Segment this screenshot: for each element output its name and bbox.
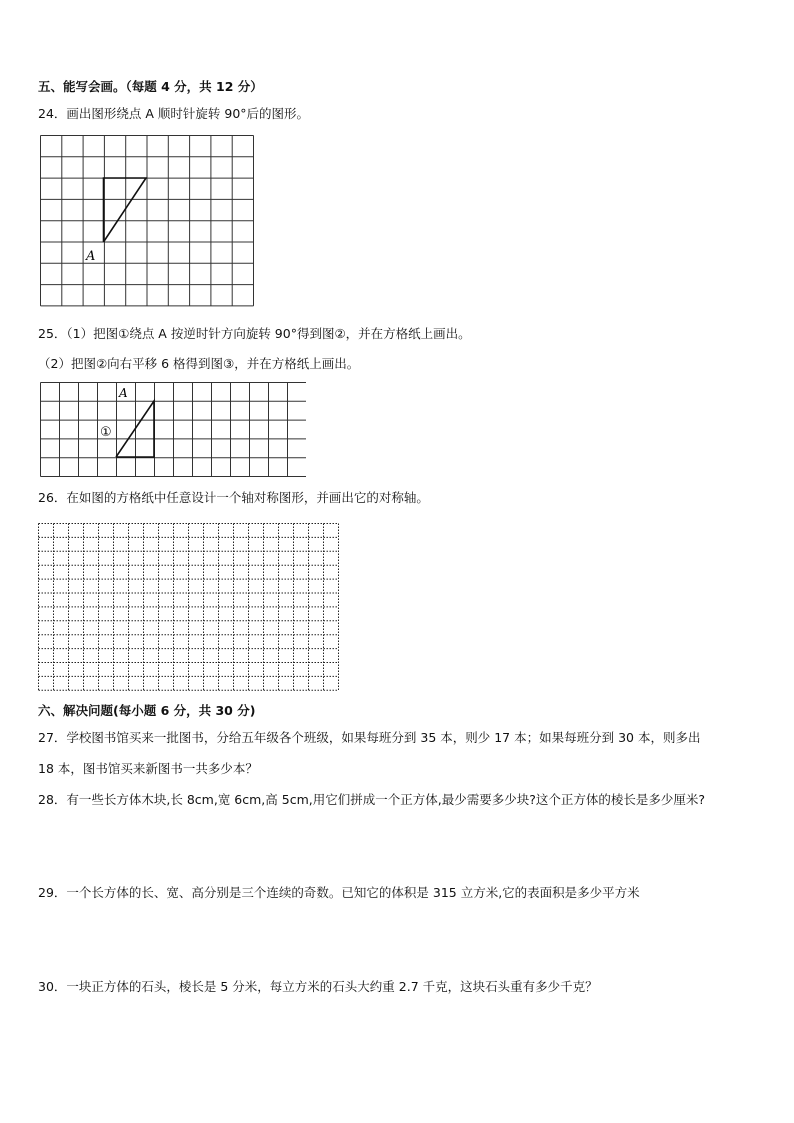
question-25-part-2: （2）把图②向右平移 6 格得到图③，并在方格纸上画出。 bbox=[38, 356, 360, 371]
q25-point-a-label: A bbox=[119, 386, 128, 400]
question-29-text: 29．一个长方体的长、宽、高分别是三个连续的奇数。已知它的体积是 315 立方米,它的表面积是多少平方米 bbox=[38, 885, 640, 900]
section-5-heading: 五、能写会画。（每题 4 分，共 12 分） bbox=[38, 79, 263, 94]
q24-triangle bbox=[104, 178, 147, 242]
question-25-part-1: 25．（1）把图①绕点 A 按逆时针方向旋转 90°得到图②，并在方格纸上画出。 bbox=[38, 326, 471, 341]
question-24-text: 24．画出图形绕点 A 顺时针旋转 90°后的图形。 bbox=[38, 106, 310, 121]
q24-point-a-label: A bbox=[86, 249, 96, 264]
question-26-dotted-grid[interactable] bbox=[38, 523, 340, 691]
question-26-text: 26．在如图的方格纸中任意设计一个轴对称图形，并画出它的对称轴。 bbox=[38, 490, 429, 505]
q25-shape-1-label: ① bbox=[100, 425, 112, 440]
question-27-line-1: 27．学校图书馆买来一批图书，分给五年级各个班级，如果每班分到 35 本，则少 17 本；如果每班分到 30 本，则多出 bbox=[38, 730, 701, 745]
question-24-grid[interactable] bbox=[40, 135, 254, 307]
question-25-grid[interactable] bbox=[40, 382, 306, 478]
question-30-text: 30．一块正方体的石头，棱长是 5 分米，每立方米的石头大约重 2.7 千克，这块石头重有多少千克？ bbox=[38, 979, 598, 994]
question-27-line-2: 18 本，图书馆买来新图书一共多少本？ bbox=[38, 761, 258, 776]
question-28-text: 28．有一些长方体木块,长 8cm,宽 6cm,高 5cm,用它们拼成一个正方体,最少需要多少块?这个正方体的棱长是多少厘米? bbox=[38, 792, 705, 807]
section-6-heading: 六、解决问题(每小题 6 分，共 30 分) bbox=[38, 703, 256, 718]
